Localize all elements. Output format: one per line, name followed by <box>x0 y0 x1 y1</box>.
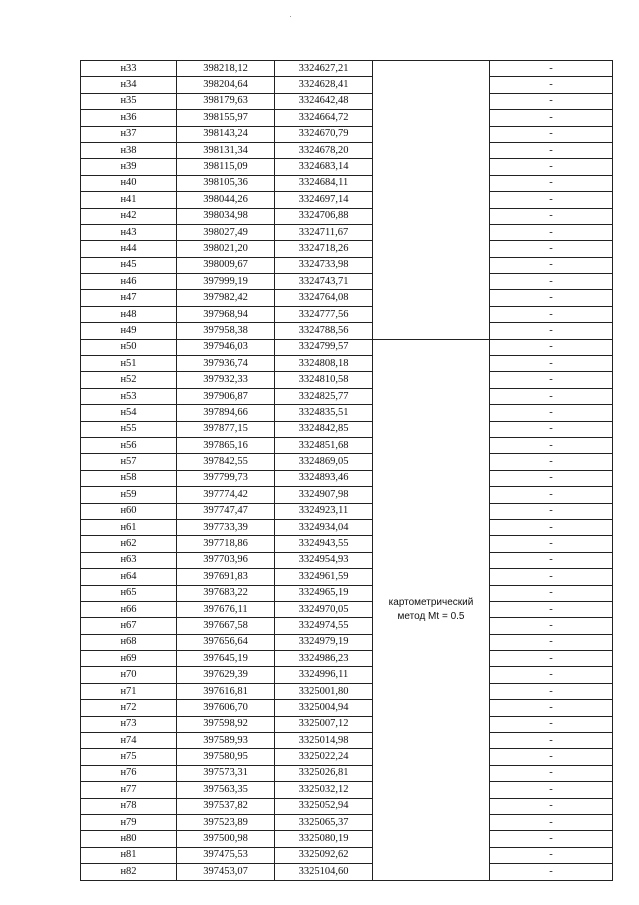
table-row <box>81 257 613 273</box>
x-coordinate-cell: 398179,63 <box>177 93 275 109</box>
x-coordinate-cell: 397589,93 <box>177 733 275 749</box>
point-name-cell: н45 <box>81 257 177 273</box>
table-row <box>81 733 613 749</box>
accuracy-cell: - <box>490 208 613 224</box>
y-coordinate-cell: 3324986,23 <box>275 651 373 667</box>
point-name-cell: н63 <box>81 552 177 568</box>
accuracy-cell: - <box>490 306 613 322</box>
y-coordinate-cell: 3324954,93 <box>275 552 373 568</box>
table-row <box>81 519 613 535</box>
table-row <box>81 421 613 437</box>
x-coordinate-cell: 398009,67 <box>177 257 275 273</box>
x-coordinate-cell: 397580,95 <box>177 749 275 765</box>
table-row <box>81 831 613 847</box>
coordinates-table <box>80 60 613 881</box>
table-row <box>81 110 613 126</box>
accuracy-cell: - <box>490 142 613 158</box>
x-coordinate-cell: 397936,74 <box>177 356 275 372</box>
point-name-cell: н82 <box>81 864 177 880</box>
accuracy-cell: - <box>490 372 613 388</box>
table-row <box>81 77 613 93</box>
x-coordinate-cell: 397906,87 <box>177 388 275 404</box>
x-coordinate-cell: 397968,94 <box>177 306 275 322</box>
accuracy-cell: - <box>490 61 613 77</box>
table-row <box>81 323 613 339</box>
point-name-cell: н40 <box>81 175 177 191</box>
y-coordinate-cell: 3324974,55 <box>275 618 373 634</box>
y-coordinate-cell: 3324764,08 <box>275 290 373 306</box>
table-row <box>81 798 613 814</box>
x-coordinate-cell: 397703,96 <box>177 552 275 568</box>
y-coordinate-cell: 3324893,46 <box>275 470 373 486</box>
table-row <box>81 814 613 830</box>
point-name-cell: н48 <box>81 306 177 322</box>
x-coordinate-cell: 397799,73 <box>177 470 275 486</box>
x-coordinate-cell: 397733,39 <box>177 519 275 535</box>
point-name-cell: н68 <box>81 634 177 650</box>
y-coordinate-cell: 3324733,98 <box>275 257 373 273</box>
table-row <box>81 782 613 798</box>
y-coordinate-cell: 3324683,14 <box>275 159 373 175</box>
y-coordinate-cell: 3325014,98 <box>275 733 373 749</box>
point-name-cell: н37 <box>81 126 177 142</box>
y-coordinate-cell: 3324869,05 <box>275 454 373 470</box>
table-row <box>81 208 613 224</box>
y-coordinate-cell: 3324706,88 <box>275 208 373 224</box>
accuracy-cell: - <box>490 716 613 732</box>
accuracy-cell: - <box>490 421 613 437</box>
point-name-cell: н53 <box>81 388 177 404</box>
table-row <box>81 749 613 765</box>
point-name-cell: н70 <box>81 667 177 683</box>
y-coordinate-cell: 3324684,11 <box>275 175 373 191</box>
table-row <box>81 634 613 650</box>
point-name-cell: н44 <box>81 241 177 257</box>
method-text: метод Mt = 0.5 <box>397 610 465 622</box>
x-coordinate-cell: 397667,58 <box>177 618 275 634</box>
x-coordinate-cell: 397774,42 <box>177 487 275 503</box>
y-coordinate-cell: 3324943,55 <box>275 536 373 552</box>
accuracy-cell: - <box>490 864 613 880</box>
y-coordinate-cell: 3325080,19 <box>275 831 373 847</box>
table-row <box>81 126 613 142</box>
y-coordinate-cell: 3324996,11 <box>275 667 373 683</box>
table-row <box>81 356 613 372</box>
y-coordinate-cell: 3324711,67 <box>275 224 373 240</box>
point-name-cell: н66 <box>81 601 177 617</box>
y-coordinate-cell: 3325052,94 <box>275 798 373 814</box>
table-row <box>81 175 613 191</box>
accuracy-cell: - <box>490 618 613 634</box>
method-cell <box>373 339 490 880</box>
table-row <box>81 552 613 568</box>
y-coordinate-cell: 3324907,98 <box>275 487 373 503</box>
point-name-cell: н41 <box>81 192 177 208</box>
y-coordinate-cell: 3324697,14 <box>275 192 373 208</box>
y-coordinate-cell: 3325092,62 <box>275 847 373 863</box>
table-row <box>81 274 613 290</box>
x-coordinate-cell: 398027,49 <box>177 224 275 240</box>
y-coordinate-cell: 3324923,11 <box>275 503 373 519</box>
point-name-cell: н54 <box>81 405 177 421</box>
accuracy-cell: - <box>490 192 613 208</box>
table-row <box>81 700 613 716</box>
x-coordinate-cell: 397629,39 <box>177 667 275 683</box>
accuracy-cell: - <box>490 159 613 175</box>
x-coordinate-cell: 397982,42 <box>177 290 275 306</box>
y-coordinate-cell: 3324664,72 <box>275 110 373 126</box>
x-coordinate-cell: 397656,64 <box>177 634 275 650</box>
x-coordinate-cell: 397676,11 <box>177 601 275 617</box>
accuracy-cell: - <box>490 552 613 568</box>
point-name-cell: н67 <box>81 618 177 634</box>
accuracy-cell: - <box>490 601 613 617</box>
x-coordinate-cell: 397606,70 <box>177 700 275 716</box>
point-name-cell: н47 <box>81 290 177 306</box>
x-coordinate-cell: 398143,24 <box>177 126 275 142</box>
accuracy-cell: - <box>490 569 613 585</box>
point-name-cell: н43 <box>81 224 177 240</box>
x-coordinate-cell: 398115,09 <box>177 159 275 175</box>
table-row <box>81 683 613 699</box>
accuracy-cell: - <box>490 454 613 470</box>
x-coordinate-cell: 398044,26 <box>177 192 275 208</box>
accuracy-cell: - <box>490 733 613 749</box>
y-coordinate-cell: 3325001,80 <box>275 683 373 699</box>
y-coordinate-cell: 3324670,79 <box>275 126 373 142</box>
table-row <box>81 765 613 781</box>
x-coordinate-cell: 398131,34 <box>177 142 275 158</box>
point-name-cell: н80 <box>81 831 177 847</box>
y-coordinate-cell: 3324810,58 <box>275 372 373 388</box>
accuracy-cell: - <box>490 503 613 519</box>
point-name-cell: н72 <box>81 700 177 716</box>
y-coordinate-cell: 3324642,48 <box>275 93 373 109</box>
point-name-cell: н38 <box>81 142 177 158</box>
y-coordinate-cell: 3324965,19 <box>275 585 373 601</box>
x-coordinate-cell: 397865,16 <box>177 437 275 453</box>
x-coordinate-cell: 398155,97 <box>177 110 275 126</box>
x-coordinate-cell: 397500,98 <box>177 831 275 847</box>
table-row <box>81 388 613 404</box>
accuracy-cell: - <box>490 831 613 847</box>
point-name-cell: н59 <box>81 487 177 503</box>
accuracy-cell: - <box>490 536 613 552</box>
accuracy-cell: - <box>490 487 613 503</box>
point-name-cell: н74 <box>81 733 177 749</box>
x-coordinate-cell: 398204,64 <box>177 77 275 93</box>
table-row <box>81 470 613 486</box>
y-coordinate-cell: 3324825,77 <box>275 388 373 404</box>
point-name-cell: н71 <box>81 683 177 699</box>
accuracy-cell: - <box>490 798 613 814</box>
y-coordinate-cell: 3324961,59 <box>275 569 373 585</box>
accuracy-cell: - <box>490 683 613 699</box>
table-row <box>81 651 613 667</box>
x-coordinate-cell: 397523,89 <box>177 814 275 830</box>
table-row <box>81 503 613 519</box>
y-coordinate-cell: 3324835,51 <box>275 405 373 421</box>
table-row <box>81 290 613 306</box>
x-coordinate-cell: 398034,98 <box>177 208 275 224</box>
accuracy-cell: - <box>490 519 613 535</box>
y-coordinate-cell: 3324934,04 <box>275 519 373 535</box>
accuracy-cell: - <box>490 470 613 486</box>
accuracy-cell: - <box>490 700 613 716</box>
table-row <box>81 618 613 634</box>
point-name-cell: н46 <box>81 274 177 290</box>
accuracy-cell: - <box>490 405 613 421</box>
accuracy-cell: - <box>490 126 613 142</box>
y-coordinate-cell: 3325007,12 <box>275 716 373 732</box>
point-name-cell: н79 <box>81 814 177 830</box>
point-name-cell: н57 <box>81 454 177 470</box>
point-name-cell: н73 <box>81 716 177 732</box>
x-coordinate-cell: 397616,81 <box>177 683 275 699</box>
accuracy-cell: - <box>490 110 613 126</box>
point-name-cell: н60 <box>81 503 177 519</box>
point-name-cell: н33 <box>81 61 177 77</box>
accuracy-cell: - <box>490 765 613 781</box>
x-coordinate-cell: 397598,92 <box>177 716 275 732</box>
table-row <box>81 159 613 175</box>
y-coordinate-cell: 3324788,56 <box>275 323 373 339</box>
table-row <box>81 93 613 109</box>
accuracy-cell: - <box>490 437 613 453</box>
accuracy-cell: - <box>490 356 613 372</box>
x-coordinate-cell: 397537,82 <box>177 798 275 814</box>
point-name-cell: н49 <box>81 323 177 339</box>
point-name-cell: н36 <box>81 110 177 126</box>
table-row <box>81 142 613 158</box>
accuracy-cell: - <box>490 93 613 109</box>
x-coordinate-cell: 397645,19 <box>177 651 275 667</box>
method-text: картометрический <box>388 596 474 608</box>
table-row <box>81 306 613 322</box>
x-coordinate-cell: 397683,22 <box>177 585 275 601</box>
y-coordinate-cell: 3325065,37 <box>275 814 373 830</box>
x-coordinate-cell: 398218,12 <box>177 61 275 77</box>
y-coordinate-cell: 3325004,94 <box>275 700 373 716</box>
point-name-cell: н35 <box>81 93 177 109</box>
point-name-cell: н51 <box>81 356 177 372</box>
table-row <box>81 585 613 601</box>
table-row <box>81 601 613 617</box>
accuracy-cell: - <box>490 847 613 863</box>
table-row <box>81 864 613 880</box>
x-coordinate-cell: 397894,66 <box>177 405 275 421</box>
x-coordinate-cell: 397877,15 <box>177 421 275 437</box>
point-name-cell: н55 <box>81 421 177 437</box>
accuracy-cell: - <box>490 257 613 273</box>
y-coordinate-cell: 3325032,12 <box>275 782 373 798</box>
point-name-cell: н61 <box>81 519 177 535</box>
coordinates-table-body <box>81 61 613 881</box>
accuracy-cell: - <box>490 634 613 650</box>
point-name-cell: н75 <box>81 749 177 765</box>
accuracy-cell: - <box>490 651 613 667</box>
y-coordinate-cell: 3325104,60 <box>275 864 373 880</box>
y-coordinate-cell: 3324851,68 <box>275 437 373 453</box>
x-coordinate-cell: 397691,83 <box>177 569 275 585</box>
x-coordinate-cell: 397999,19 <box>177 274 275 290</box>
y-coordinate-cell: 3324842,85 <box>275 421 373 437</box>
table-row <box>81 454 613 470</box>
accuracy-cell: - <box>490 585 613 601</box>
table-row <box>81 192 613 208</box>
scan-speck <box>290 16 291 17</box>
table-row <box>81 61 613 77</box>
x-coordinate-cell: 397747,47 <box>177 503 275 519</box>
accuracy-cell: - <box>490 667 613 683</box>
point-name-cell: н42 <box>81 208 177 224</box>
accuracy-cell: - <box>490 224 613 240</box>
table-row <box>81 569 613 585</box>
table-row <box>81 536 613 552</box>
accuracy-cell: - <box>490 782 613 798</box>
table-row <box>81 241 613 257</box>
y-coordinate-cell: 3324808,18 <box>275 356 373 372</box>
y-coordinate-cell: 3324970,05 <box>275 601 373 617</box>
table-row <box>81 437 613 453</box>
table-row <box>81 667 613 683</box>
point-name-cell: н77 <box>81 782 177 798</box>
table-row <box>81 847 613 863</box>
x-coordinate-cell: 398105,36 <box>177 175 275 191</box>
table-row <box>81 405 613 421</box>
accuracy-cell: - <box>490 749 613 765</box>
accuracy-cell: - <box>490 274 613 290</box>
accuracy-cell: - <box>490 241 613 257</box>
accuracy-cell: - <box>490 339 613 355</box>
y-coordinate-cell: 3324979,19 <box>275 634 373 650</box>
point-name-cell: н64 <box>81 569 177 585</box>
point-name-cell: н56 <box>81 437 177 453</box>
method-cell <box>373 61 490 340</box>
y-coordinate-cell: 3324628,41 <box>275 77 373 93</box>
point-name-cell: н50 <box>81 339 177 355</box>
table-row <box>81 487 613 503</box>
point-name-cell: н69 <box>81 651 177 667</box>
x-coordinate-cell: 397842,55 <box>177 454 275 470</box>
x-coordinate-cell: 398021,20 <box>177 241 275 257</box>
y-coordinate-cell: 3324627,21 <box>275 61 373 77</box>
table-row <box>81 339 613 355</box>
point-name-cell: н39 <box>81 159 177 175</box>
x-coordinate-cell: 397563,35 <box>177 782 275 798</box>
point-name-cell: н81 <box>81 847 177 863</box>
x-coordinate-cell: 397453,07 <box>177 864 275 880</box>
point-name-cell: н58 <box>81 470 177 486</box>
point-name-cell: н52 <box>81 372 177 388</box>
x-coordinate-cell: 397573,31 <box>177 765 275 781</box>
y-coordinate-cell: 3324678,20 <box>275 142 373 158</box>
x-coordinate-cell: 397958,38 <box>177 323 275 339</box>
table-row <box>81 716 613 732</box>
x-coordinate-cell: 397475,53 <box>177 847 275 863</box>
accuracy-cell: - <box>490 814 613 830</box>
table-row <box>81 372 613 388</box>
point-name-cell: н76 <box>81 765 177 781</box>
accuracy-cell: - <box>490 77 613 93</box>
point-name-cell: н62 <box>81 536 177 552</box>
x-coordinate-cell: 397946,03 <box>177 339 275 355</box>
point-name-cell: н65 <box>81 585 177 601</box>
y-coordinate-cell: 3325026,81 <box>275 765 373 781</box>
accuracy-cell: - <box>490 323 613 339</box>
x-coordinate-cell: 397718,86 <box>177 536 275 552</box>
point-name-cell: н34 <box>81 77 177 93</box>
accuracy-cell: - <box>490 388 613 404</box>
accuracy-cell: - <box>490 290 613 306</box>
y-coordinate-cell: 3324777,56 <box>275 306 373 322</box>
point-name-cell: н78 <box>81 798 177 814</box>
y-coordinate-cell: 3324743,71 <box>275 274 373 290</box>
x-coordinate-cell: 397932,33 <box>177 372 275 388</box>
y-coordinate-cell: 3324718,26 <box>275 241 373 257</box>
y-coordinate-cell: 3324799,57 <box>275 339 373 355</box>
y-coordinate-cell: 3325022,24 <box>275 749 373 765</box>
table-row <box>81 224 613 240</box>
accuracy-cell: - <box>490 175 613 191</box>
